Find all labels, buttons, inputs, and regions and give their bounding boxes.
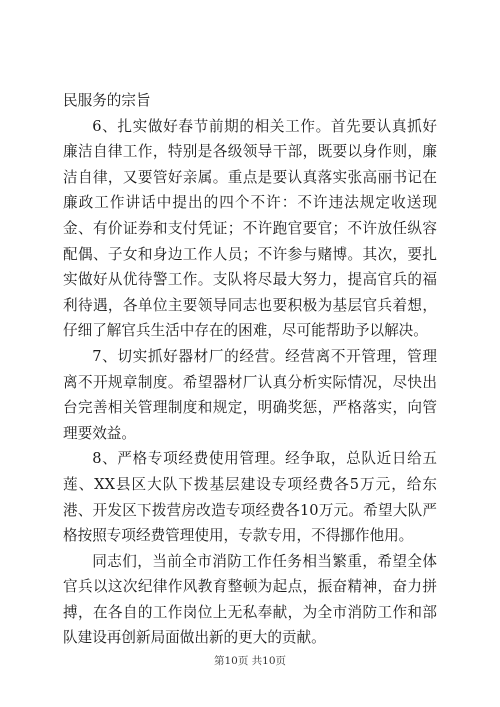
page-number-label: 第10页 共10页 [213, 655, 287, 667]
paragraph-continuation: 民服务的宗旨 [63, 92, 151, 109]
paragraph-item-6: 6、扎实做好春节前期的相关工作。首先要认真抓好廉洁自律工作，特别是各级领导干部，既要以身作则，廉洁自律，又要管好亲属。重点是要认真落实张高丽书记在廉政工作讲话中提出的四个不许：不许违法规定收送现金、有价证券和支付凭证；不许跑官要官；不许放任纵容配偶、子女和身边工作人员；不许参与赌博。其次，要扎实做好从优待警工作。支队将尽最大努力，提高官兵的福利待遇，各单位主要领导同志也要积极为基层官兵着想，仔细了解官兵生活中存在的困难，尽可能帮助予以解决。 [63, 117, 437, 340]
paragraph-item-7: 7、切实抓好器材厂的经营。经营离不开管理，管理离不开规章制度。希望器材厂认真分析实际情况，尽快出台完善相关管理制度和规定，明确奖惩，严格落实，向管理要效益。 [63, 347, 437, 442]
document-body [63, 88, 437, 651]
paragraph-item-8: 8、严格专项经费使用管理。经争取，总队近日给五莲、XX县区大队下拨基层建设专项经费各5万元，给东港、开发区下拨营房改造专项经费各10万元。希望大队严格按照专项经费管理使用，专款专用，不得挪作他用。 [63, 450, 437, 545]
paragraph-closing: 同志们，当前全市消防工作任务相当繁重，希望全体官兵以这次纪律作风教育整顿为起点，振奋精神，奋力拼搏，在各自的工作岗位上无私奉献，为全市消防工作和部队建设再创新局面做出新的更大的贡献。 [63, 552, 437, 647]
page-footer [0, 653, 500, 668]
